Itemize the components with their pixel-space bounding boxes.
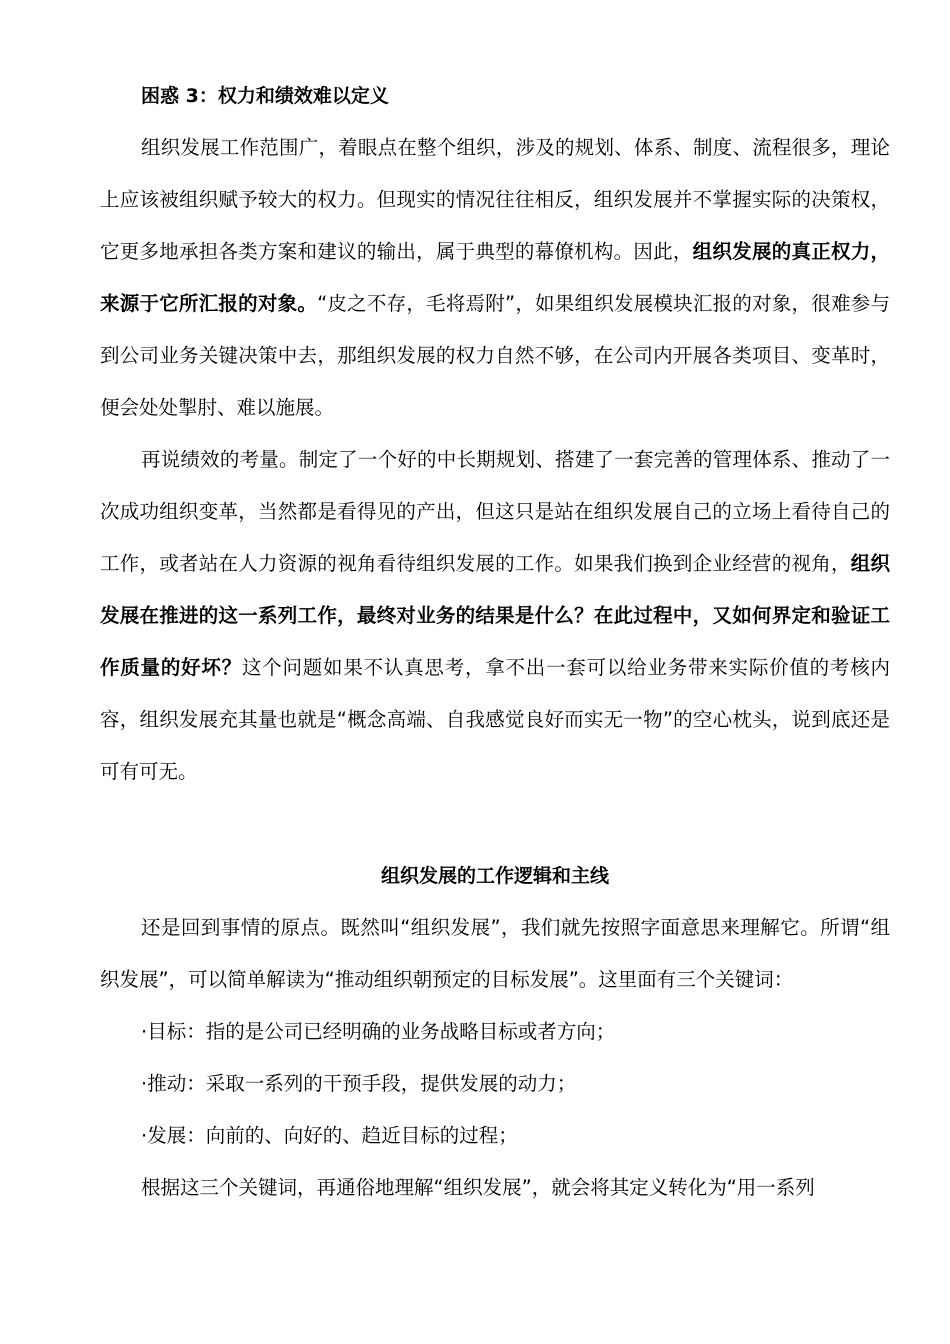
document-page xyxy=(100,70,890,1214)
paragraph-power-text-b: “皮之不存，毛将焉附”，如果组织发展模块汇报的对象，很难参与到公司业务关键决策中去，那组织发展的权力自然不够，在公司内开展各类项目、变革时，便会处处掣肘、难以施展。 xyxy=(100,292,890,419)
paragraph-power-bold: 组织发展的真正权力，来源于它所汇报的对象。 xyxy=(100,240,890,315)
paragraph-conclusion: 根据这三个关键词，再通俗地理解“组织发展”，就会将其定义转化为“用一系列 xyxy=(141,1176,815,1199)
bullet-develop: ·发展：向前的、向好的、趋近目标的过程； xyxy=(141,1124,518,1147)
section-heading-logic: 组织发展的工作逻辑和主线 xyxy=(380,865,609,887)
bullet-drive: ·推动：采取一系列的干预手段，提供发展的动力； xyxy=(141,1072,577,1095)
paragraph-power-text-a: 组织发展工作范围广，着眼点在整个组织，涉及的规划、体系、制度、流程很多，理论上应该被组织赋予较大的权力。但现实的情况往往相反，组织发展并不掌握实际的决策权，它更多地承担各类方案和建议的输出，属于典型的幕僚机构。因此， xyxy=(100,136,890,263)
paragraph-performance-bold: 组织发展在推进的这一系列工作，最终对业务的结果是什么？在此过程中，又如何界定和验证工作质量的好坏？ xyxy=(100,552,890,679)
paragraph-definition: 还是回到事情的原点。既然叫“组织发展”，我们就先按照字面意思来理解它。所谓“组织发展”，可以简单解读为“推动组织朝预定的目标发展”。这里面有三个关键词： xyxy=(100,916,890,991)
paragraph-performance-text-b: 这个问题如果不认真思考，拿不出一套可以给业务带来实际价值的考核内容，组织发展充其量也就是“概念高端、自我感觉良好而实无一物”的空心枕头，说到底还是可有可无。 xyxy=(100,656,890,783)
section-heading-confusion-3: 困惑 3：权力和绩效难以定义 xyxy=(141,85,389,107)
paragraph-performance-text-a: 再说绩效的考量。制定了一个好的中长期规划、搭建了一套完善的管理体系、推动了一次成功组织变革，当然都是看得见的产出，但这只是站在组织发展自己的立场上看待自己的工作，或者站在人力资源的视角看待组织发展的工作。如果我们换到企业经营的视角， xyxy=(100,448,890,575)
paragraph-performance xyxy=(100,434,890,798)
bullet-goal: ·目标：指的是公司已经明确的业务战略目标或者方向； xyxy=(141,1020,616,1043)
paragraph-power xyxy=(100,122,890,434)
section-gap xyxy=(100,798,890,850)
